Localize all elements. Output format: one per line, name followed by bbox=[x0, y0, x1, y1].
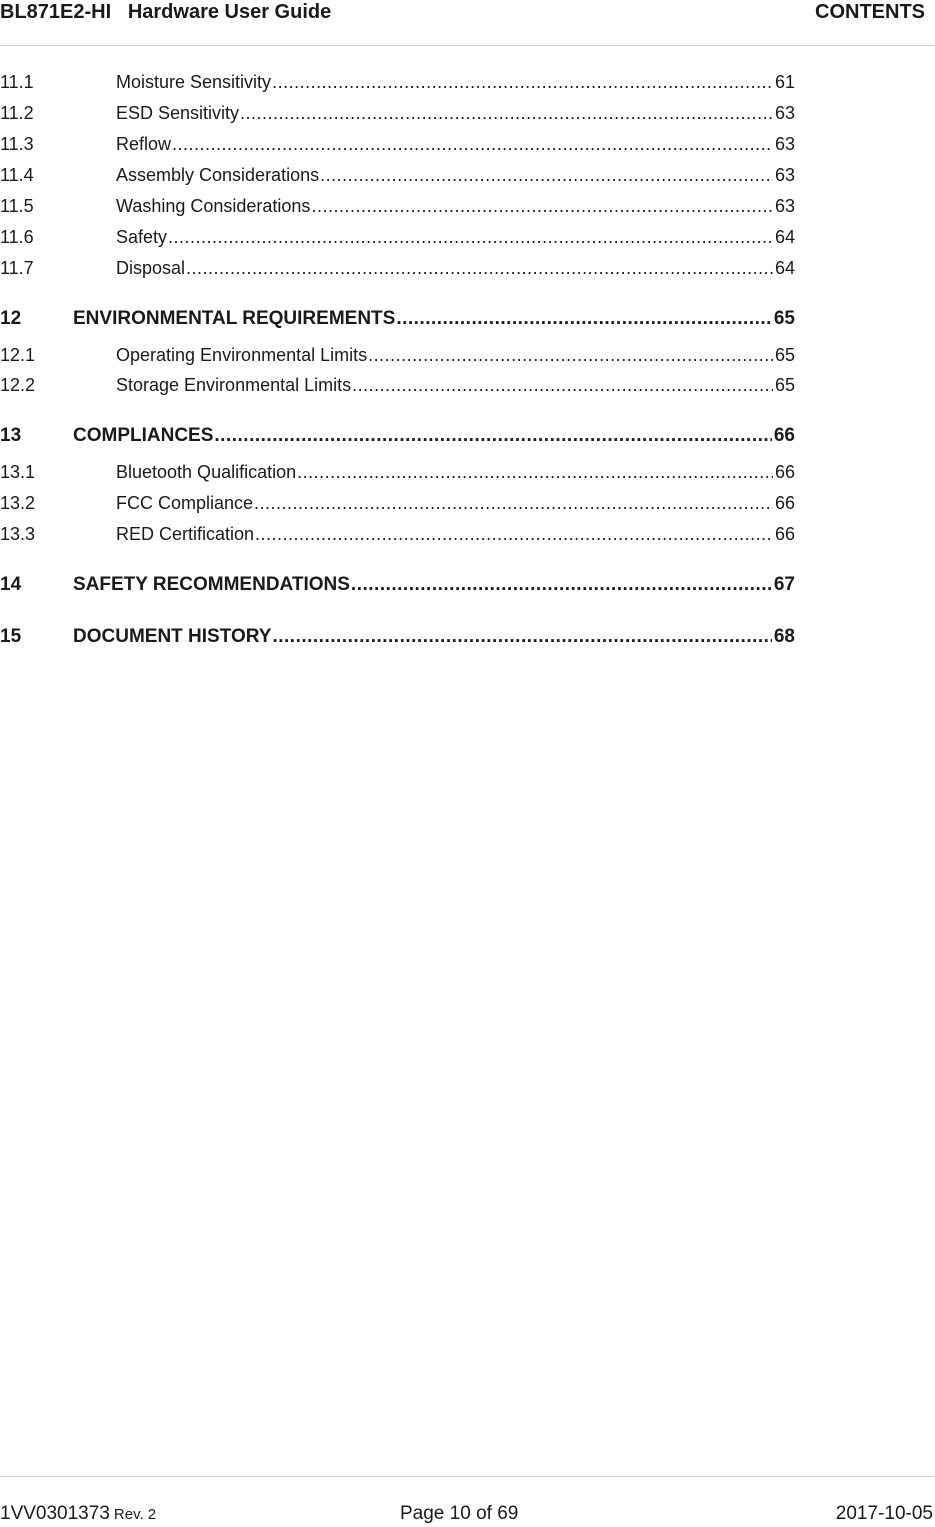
toc-title: Bluetooth Qualification bbox=[116, 462, 297, 482]
dot-leader bbox=[352, 374, 773, 396]
section-title: CONTENTS bbox=[815, 1, 925, 23]
revision: Rev. 2 bbox=[113, 1506, 157, 1523]
toc-page: 63 bbox=[774, 196, 795, 216]
toc-number: 15 bbox=[0, 626, 22, 647]
toc-entry[interactable] bbox=[0, 226, 795, 248]
toc-entry[interactable] bbox=[0, 257, 795, 279]
document-id-block bbox=[0, 1503, 156, 1526]
toc-page: 66 bbox=[774, 462, 795, 482]
toc-page: 63 bbox=[774, 103, 795, 123]
toc-number: 13.1 bbox=[0, 462, 36, 482]
toc-entry[interactable] bbox=[0, 461, 795, 483]
toc-page: 65 bbox=[774, 345, 795, 365]
toc-page: 67 bbox=[773, 574, 795, 595]
toc-number: 11.5 bbox=[0, 196, 34, 216]
toc-entry[interactable] bbox=[0, 195, 795, 217]
toc-title: Operating Environmental Limits bbox=[116, 345, 368, 365]
dot-leader bbox=[297, 461, 773, 483]
toc-number: 13 bbox=[0, 425, 22, 446]
toc-title: Safety bbox=[116, 227, 168, 247]
toc-number: 14 bbox=[0, 574, 22, 595]
toc-number: 11.7 bbox=[0, 258, 34, 278]
toc-title: Storage Environmental Limits bbox=[116, 375, 352, 395]
toc-number: 13.3 bbox=[0, 524, 36, 544]
dot-leader bbox=[172, 133, 773, 155]
toc-chapter-entry[interactable] bbox=[0, 308, 795, 330]
toc-number: 11.4 bbox=[0, 165, 34, 185]
toc-chapter-entry[interactable] bbox=[0, 425, 795, 447]
toc-page: 61 bbox=[774, 72, 795, 92]
document-date: 2017-10-05 bbox=[835, 1503, 933, 1524]
dot-leader bbox=[320, 164, 773, 186]
toc-title: ESD Sensitivity bbox=[116, 103, 240, 123]
dot-leader bbox=[240, 102, 773, 124]
toc-number: 11.6 bbox=[0, 227, 34, 247]
dot-leader bbox=[272, 626, 771, 648]
toc-title: ENVIRONMENTAL REQUIREMENTS bbox=[73, 308, 396, 329]
toc-entry[interactable] bbox=[0, 71, 795, 93]
toc-title: Reflow bbox=[116, 134, 172, 154]
toc-page: 63 bbox=[774, 134, 795, 154]
toc-entry[interactable] bbox=[0, 133, 795, 155]
page-footer bbox=[0, 1476, 935, 1527]
toc-title: FCC Compliance bbox=[116, 493, 254, 513]
toc-entry[interactable] bbox=[0, 102, 795, 124]
toc-number: 12.1 bbox=[0, 345, 36, 365]
toc-page: 66 bbox=[774, 524, 795, 544]
toc-entry[interactable] bbox=[0, 374, 795, 396]
toc-entry[interactable] bbox=[0, 523, 795, 545]
page-header bbox=[0, 0, 935, 46]
toc-title: Disposal bbox=[116, 258, 186, 278]
toc-page: 66 bbox=[773, 425, 795, 446]
document-id: 1VV0301373 bbox=[0, 1503, 110, 1524]
toc-chapter-entry[interactable] bbox=[0, 574, 795, 596]
toc-entry[interactable] bbox=[0, 344, 795, 366]
toc-chapter-entry[interactable] bbox=[0, 626, 795, 648]
dot-leader bbox=[186, 257, 773, 279]
toc-page: 66 bbox=[774, 493, 795, 513]
toc-number: 11.2 bbox=[0, 103, 34, 123]
toc-title: Washing Considerations bbox=[116, 196, 311, 216]
document-title: BL871E2-HI Hardware User Guide bbox=[0, 1, 332, 23]
toc-page: 64 bbox=[774, 258, 795, 278]
dot-leader bbox=[168, 226, 773, 248]
dot-leader bbox=[255, 523, 773, 545]
toc-title: SAFETY RECOMMENDATIONS bbox=[73, 574, 350, 595]
toc-entry[interactable] bbox=[0, 492, 795, 514]
toc-page: 63 bbox=[774, 165, 795, 185]
dot-leader bbox=[214, 425, 771, 447]
toc-title: COMPLIANCES bbox=[73, 425, 214, 446]
page-number: Page 10 of 69 bbox=[400, 1503, 519, 1524]
toc-title: DOCUMENT HISTORY bbox=[73, 626, 272, 647]
toc-number: 13.2 bbox=[0, 493, 36, 513]
dot-leader bbox=[396, 308, 772, 330]
toc-number: 11.3 bbox=[0, 134, 34, 154]
dot-leader bbox=[351, 574, 772, 596]
toc-page: 65 bbox=[773, 308, 795, 329]
toc-page: 65 bbox=[774, 375, 795, 395]
toc-page: 64 bbox=[774, 227, 795, 247]
toc-number: 11.1 bbox=[0, 72, 34, 92]
dot-leader bbox=[368, 344, 773, 366]
toc-page: 68 bbox=[773, 626, 795, 647]
dot-leader bbox=[254, 492, 773, 514]
toc-title: Moisture Sensitivity bbox=[116, 72, 272, 92]
toc-title: Assembly Considerations bbox=[116, 165, 320, 185]
toc-number: 12 bbox=[0, 308, 22, 329]
toc-number: 12.2 bbox=[0, 375, 36, 395]
dot-leader bbox=[272, 71, 773, 93]
dot-leader bbox=[311, 195, 773, 217]
toc-title: RED Certification bbox=[116, 524, 255, 544]
toc-entry[interactable] bbox=[0, 164, 795, 186]
